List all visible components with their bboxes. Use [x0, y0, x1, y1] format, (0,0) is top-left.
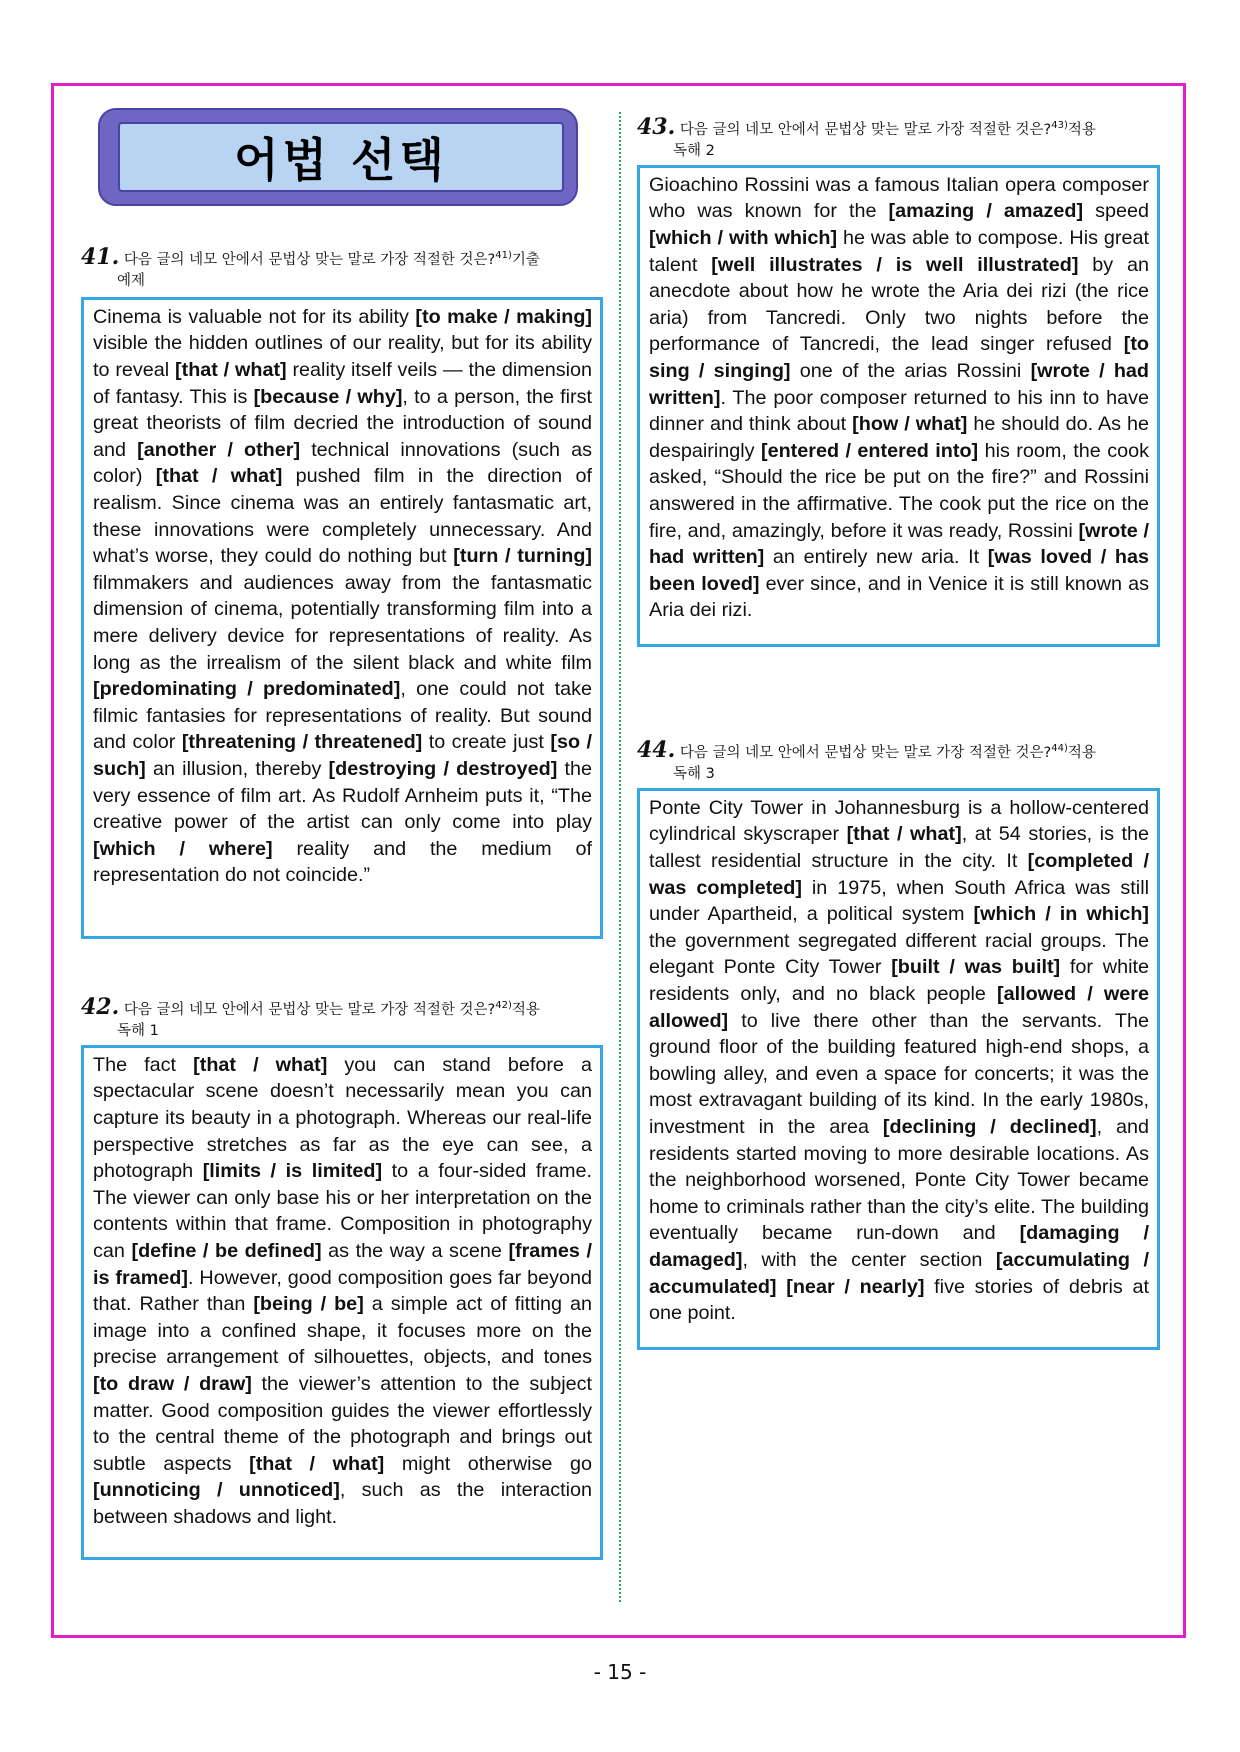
footnote-ref: 43) [1051, 120, 1068, 131]
source-subtag: 독해 2 [673, 142, 715, 159]
passage-text: you can stand before a spectacular scene doesn’t necessarily mean you can capture its beauty in a photograph. Whereas our real-life perspective stretches as far as the eye can see, a photograph [93, 1053, 593, 1183]
answer-choice: [wrote / had written] [649, 519, 1149, 569]
answer-choice: [how / what] [852, 413, 968, 436]
answer-choice: [to make / making] [415, 305, 592, 328]
passage-text: ever since, and in Venice it is still known as Aria dei rizi. [649, 572, 1149, 622]
answer-choice: [entered / entered into] [761, 439, 979, 462]
answer-choice: [well illustrates / is well illustrated] [711, 253, 1079, 276]
source-tag: 적용 [511, 1001, 540, 1018]
passage-text: the very essence of film art. As Rudolf Arnheim puts it, “The creative power of the artist can only come into play [93, 757, 593, 834]
passage-text: reality and the medium of representation do not coincide.” [93, 837, 592, 887]
passage-text: filmmakers and audiences away from the fantasmatic dimension of cinema, potentially transforming film into a mere delivery device for representations of reality. As long as the irrealism of the silent black and white film [93, 571, 592, 674]
question-number: 43. [637, 113, 676, 140]
answer-choice: [wrote / had written] [649, 359, 1150, 409]
column-divider [619, 112, 621, 1602]
answer-choice: [declining / declined] [882, 1115, 1097, 1138]
passage-text: might otherwise go [384, 1452, 592, 1475]
passage-text: he was able to compose. His great talent [649, 227, 1149, 276]
answer-choice: [damaging / damaged] [649, 1222, 1149, 1271]
source-tag: 적용 [1067, 121, 1096, 138]
footnote-ref: 44) [1051, 743, 1068, 754]
passage-text: one of the arias Rossini [790, 359, 1031, 382]
passage-text: , and residents started moving to more desirable locations. As the neighborhood worsened, Ponte City Tower became home to criminals rather than the city’s elite. The building eventually became run-down and [649, 1115, 1150, 1245]
passage-text: technical innovations (such as color) [93, 438, 592, 488]
passage-box [637, 165, 1160, 647]
answer-choice: [turn / turning] [453, 545, 592, 568]
passage-text: for white residents only, and no black people [649, 956, 1149, 1005]
passage-box [81, 1045, 603, 1560]
answer-choice: [that / what] [249, 1452, 385, 1475]
source-tag: 기출 [511, 251, 540, 268]
section-title: 어법 선택 [234, 133, 448, 187]
passage-text: , with the center section [742, 1248, 996, 1271]
passage-text: in 1975, when South Africa was still under Apartheid, a political system [649, 876, 1149, 926]
passage-text: Gioachino Rossini was a famous Italian opera composer who was known for the [649, 173, 1149, 223]
passage-text: The fact [93, 1053, 194, 1076]
answer-choice: [accumulating / accumulated] [649, 1248, 1149, 1298]
passage-text: the government segregated different racial groups. The elegant Ponte City Tower [649, 929, 1149, 979]
answer-choice: [that / what] [193, 1053, 328, 1076]
passage-text [777, 1276, 787, 1298]
answer-choice: [define / be defined] [131, 1239, 322, 1262]
question-instruction: 다음 글의 네모 안에서 문법상 맞는 말로 가장 적절한 것은? [123, 251, 496, 268]
question-42 [81, 995, 603, 1560]
passage-text: to create just [422, 731, 551, 754]
source-tag: 적용 [1067, 744, 1096, 761]
source-subtag: 독해 1 [117, 1022, 159, 1039]
answer-choice: [amazing / amazed] [888, 200, 1084, 223]
passage-text: his room, the cook asked, “Should the rice be put on the fire?” and Rossini answered in the affirmative. The cook put the rice on the fire, and, amazingly, before it was ready, Rossini [649, 439, 1149, 542]
answer-choice: [frames / is framed] [93, 1239, 592, 1289]
passage-text: he should do. As he despairingly [649, 413, 1149, 462]
answer-choice: [that / what] [155, 465, 283, 488]
passage-box [81, 297, 603, 939]
question-header [637, 738, 1160, 764]
answer-choice: [that / what] [846, 823, 962, 846]
question-instruction: 다음 글의 네모 안에서 문법상 맞는 말로 가장 적절한 것은? [679, 121, 1052, 138]
answer-choice: [another / other] [137, 438, 301, 461]
question-header [81, 245, 603, 271]
question-41 [81, 245, 603, 939]
passage-text: the viewer’s attention to the subject matter. Good composition guides the viewer effortlessly to the central theme of the photograph and brings out subtle aspects [93, 1372, 592, 1475]
answer-choice: [so / such] [93, 731, 592, 780]
answer-choice: [to draw / draw] [93, 1372, 252, 1395]
section-title-panel [118, 122, 564, 192]
question-instruction: 다음 글의 네모 안에서 문법상 맞는 말로 가장 적절한 것은? [679, 744, 1052, 761]
passage-text: speed [1083, 200, 1149, 223]
question-number: 44. [637, 736, 676, 763]
passage-text: , to a person, the first great theorists of film decried the introduction of sound and [93, 385, 592, 461]
passage-text: to a four-sided frame. The viewer can only base his or her interpretation on the contents within that frame. Composition in photography can [93, 1160, 592, 1262]
question-instruction: 다음 글의 네모 안에서 문법상 맞는 말로 가장 적절한 것은? [123, 1001, 496, 1018]
question-header [81, 995, 603, 1021]
answer-choice: [that / what] [175, 359, 287, 382]
question-number: 42. [81, 993, 120, 1020]
answer-choice: [to sing / singing] [649, 333, 1149, 382]
passage-text: . However, good composition goes far beyond that. Rather than [93, 1266, 592, 1316]
section-title-banner [98, 108, 578, 206]
answer-choice: [threatening / threatened] [181, 731, 423, 754]
passage-text: five stories of debris at one point. [649, 1275, 1149, 1325]
passage-text: an illusion, thereby [145, 757, 329, 780]
passage-text: pushed film in the direction of realism. Since cinema was an entirely fantasmatic art, these innovations were completely unnecessary. And what’s worse, they could do nothing but [93, 465, 592, 568]
answer-choice: [which / with which] [649, 227, 838, 250]
source-subtag: 독해 3 [673, 765, 715, 782]
page-number: - 15 - [593, 1660, 647, 1684]
passage-text: , at 54 stories, is the tallest residential structure in the city. It [649, 823, 1150, 873]
answer-choice: [predominating / predominated] [93, 678, 401, 701]
question-number: 41. [81, 243, 120, 270]
passage-box [637, 788, 1160, 1350]
passage-text: a simple act of fitting an image into a confined shape, it focuses more on the precise arrangement of silhouettes, objects, and tones [93, 1293, 592, 1369]
answer-choice: [was loved / has been loved] [649, 546, 1149, 595]
footnote-ref: 41) [495, 250, 512, 261]
passage-text: an entirely new aria. It [764, 546, 988, 569]
passage-text: by an anecdote about how he wrote the Aria dei rizi (the rice aria) from Tancredi. Only two nights before the performance of Tancredi, the lead singer refused [649, 253, 1149, 356]
question-header [637, 115, 1160, 141]
answer-choice: [unnoticing / unnoticed] [93, 1479, 340, 1502]
answer-choice: [destroying / destroyed] [328, 757, 558, 780]
answer-choice: [allowed / were allowed] [649, 982, 1149, 1032]
question-43 [637, 115, 1160, 647]
passage-text: reality itself veils — the dimension of fantasy. This is [93, 359, 592, 408]
passage-text: visible the hidden outlines of our reality, but for its ability to reveal [93, 332, 592, 382]
passage-text: Cinema is valuable not for its ability [93, 305, 416, 328]
answer-choice: [built / was built] [891, 956, 1061, 979]
passage-text: as the way a scene [321, 1239, 509, 1262]
passage-text: , one could not take filmic fantasies for representations of reality. But sound and color [93, 678, 592, 754]
answer-choice: [because / why] [253, 385, 403, 408]
answer-choice: [limits / is limited] [202, 1160, 383, 1183]
answer-choice: [completed / was completed] [649, 850, 1149, 899]
passage-text: Ponte City Tower in Johannesburg is a hollow-centered cylindrical skyscraper [649, 796, 1149, 846]
answer-choice: [which / where] [93, 837, 273, 860]
footnote-ref: 42) [495, 1000, 512, 1011]
answer-choice: [which / in which] [973, 903, 1149, 926]
passage-text: . The poor composer returned to his inn to have dinner and think about [649, 386, 1149, 436]
passage-text: to live there other than the servants. The ground floor of the building featured high-end shops, a bowling alley, and even a space for concerts; it was the most extravagant building of its kind. In the early 1980s, investment in the area [649, 1009, 1149, 1138]
passage-text: , such as the interaction between shadows and light. [93, 1479, 592, 1528]
source-subtag: 예제 [117, 272, 146, 289]
answer-choice: [being / be] [253, 1293, 364, 1316]
answer-choice: [near / nearly] [786, 1275, 925, 1298]
question-44 [637, 738, 1160, 1350]
